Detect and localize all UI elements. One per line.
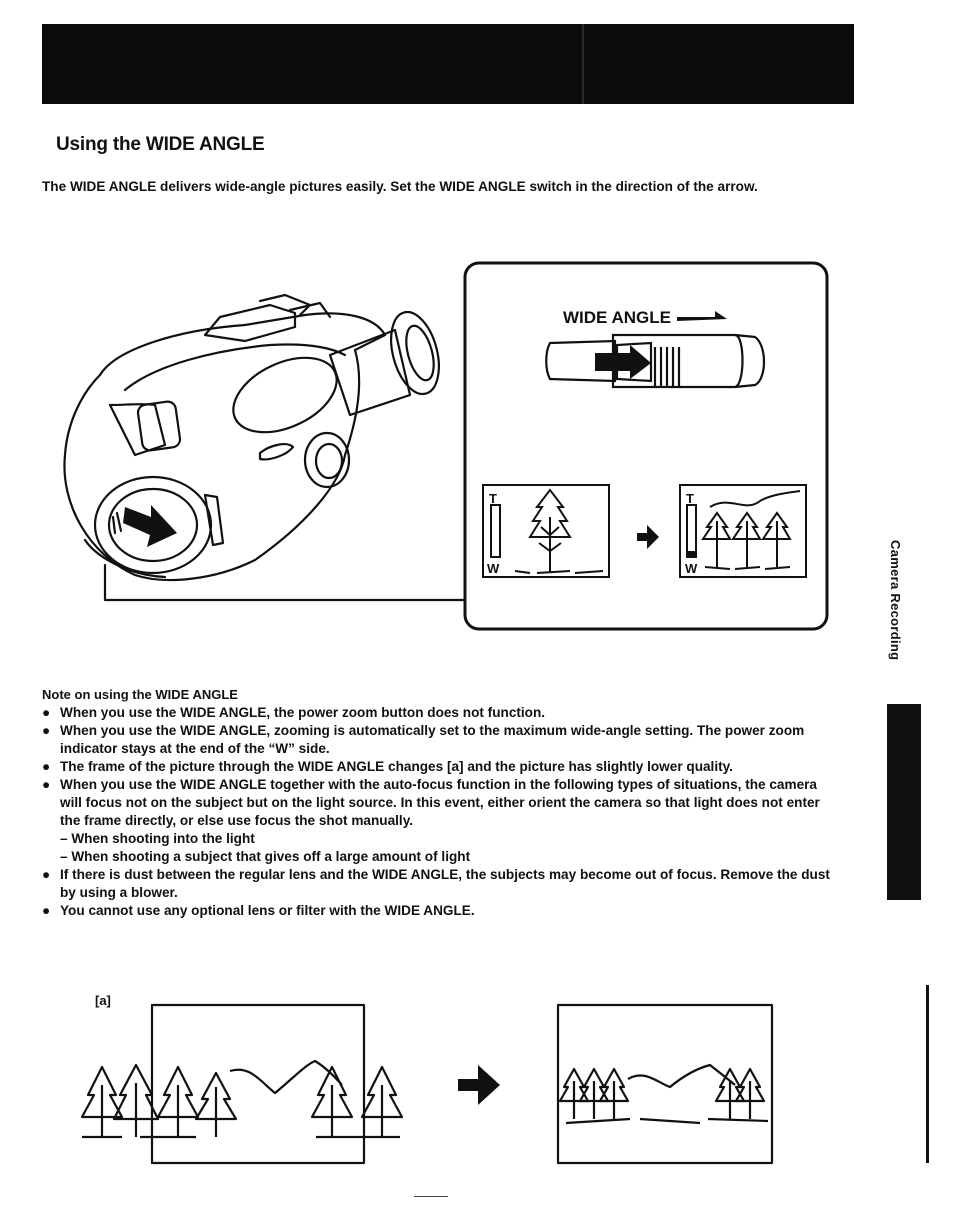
side-section-label: Camera Recording — [888, 540, 903, 661]
zoom-label-t-2: T — [686, 491, 694, 506]
header-seam — [582, 24, 584, 104]
bullet-icon: ● — [42, 903, 51, 918]
normal-frame — [152, 1005, 364, 1163]
eyepiece — [383, 307, 447, 400]
switch-direction-icon — [677, 311, 727, 321]
notes-heading: Note on using the WIDE ANGLE — [42, 687, 238, 702]
notes-section — [42, 686, 842, 920]
frame-comparison-illustration — [80, 995, 800, 1175]
bullet-icon: ● — [42, 867, 51, 882]
wide-angle-switch — [546, 335, 764, 387]
zoom-bar-wide — [687, 505, 696, 557]
list-item: ● When you use the WIDE ANGLE together with the auto-focus function in the following types of situations, the camera will focus not on the subject but on the light source. In this event, either orient the camera so that light does not enter the frame directly, or else use focus the shot manually. – When shooting into the light – When shooting a subject that gives off a large amount of light — [42, 776, 842, 866]
zoom-label-t: T — [489, 491, 497, 506]
intro-paragraph: The WIDE ANGLE delivers wide-angle pictures easily. Set the WIDE ANGLE switch in the direction of the arrow. — [42, 179, 758, 194]
lens-arrow-icon — [123, 505, 177, 547]
sub-item: – When shooting a subject that gives off a large amount of light — [60, 849, 471, 864]
zoom-label-w-2: W — [685, 561, 698, 576]
switch-arrow-icon — [595, 345, 651, 379]
figure-label: [a] — [95, 993, 111, 1008]
viewfinder-pod — [222, 343, 349, 447]
list-item: ● If there is dust between the regular lens and the WIDE ANGLE, the subjects may become out of focus. Remove the dust by using a blower. — [42, 867, 830, 900]
viewfinder-cover — [137, 401, 181, 452]
list-item: ● When you use the WIDE ANGLE, the power zoom button does not function. — [42, 705, 546, 720]
list-item: ● When you use the WIDE ANGLE, zooming is automatically set to the maximum wide-angle setting. The power zoom indicator stays at the end of the “W” side. — [42, 723, 805, 756]
bullet-icon: ● — [42, 777, 51, 792]
sub-item: – When shooting into the light — [60, 831, 255, 846]
list-item: ● You cannot use any optional lens or filter with the WIDE ANGLE. — [42, 903, 475, 918]
bullet-icon: ● — [42, 759, 51, 774]
margin-rule — [926, 985, 929, 1163]
list-item: ● The frame of the picture through the WIDE ANGLE changes [a] and the picture has slightly lower quality. — [42, 759, 733, 774]
bullet-icon: ● — [42, 705, 51, 720]
notes-list — [42, 704, 842, 920]
zoom-label-w: W — [487, 561, 500, 576]
camcorder-handle — [205, 305, 295, 341]
frame-comparison-figure — [80, 995, 800, 1175]
tele-screen — [483, 485, 609, 577]
bullet-icon: ● — [42, 723, 51, 738]
leader-line — [105, 565, 465, 600]
header-bar — [42, 24, 854, 104]
side-tab — [887, 704, 921, 900]
switch-label: WIDE ANGLE — [563, 308, 671, 327]
wide-screen — [680, 485, 806, 577]
arrow-icon — [637, 525, 659, 549]
arrow-icon — [458, 1065, 500, 1105]
footer-rule — [414, 1196, 448, 1197]
section-title: Using the WIDE ANGLE — [56, 134, 265, 155]
wide-angle-figure — [55, 255, 835, 640]
camcorder-illustration — [55, 255, 835, 640]
